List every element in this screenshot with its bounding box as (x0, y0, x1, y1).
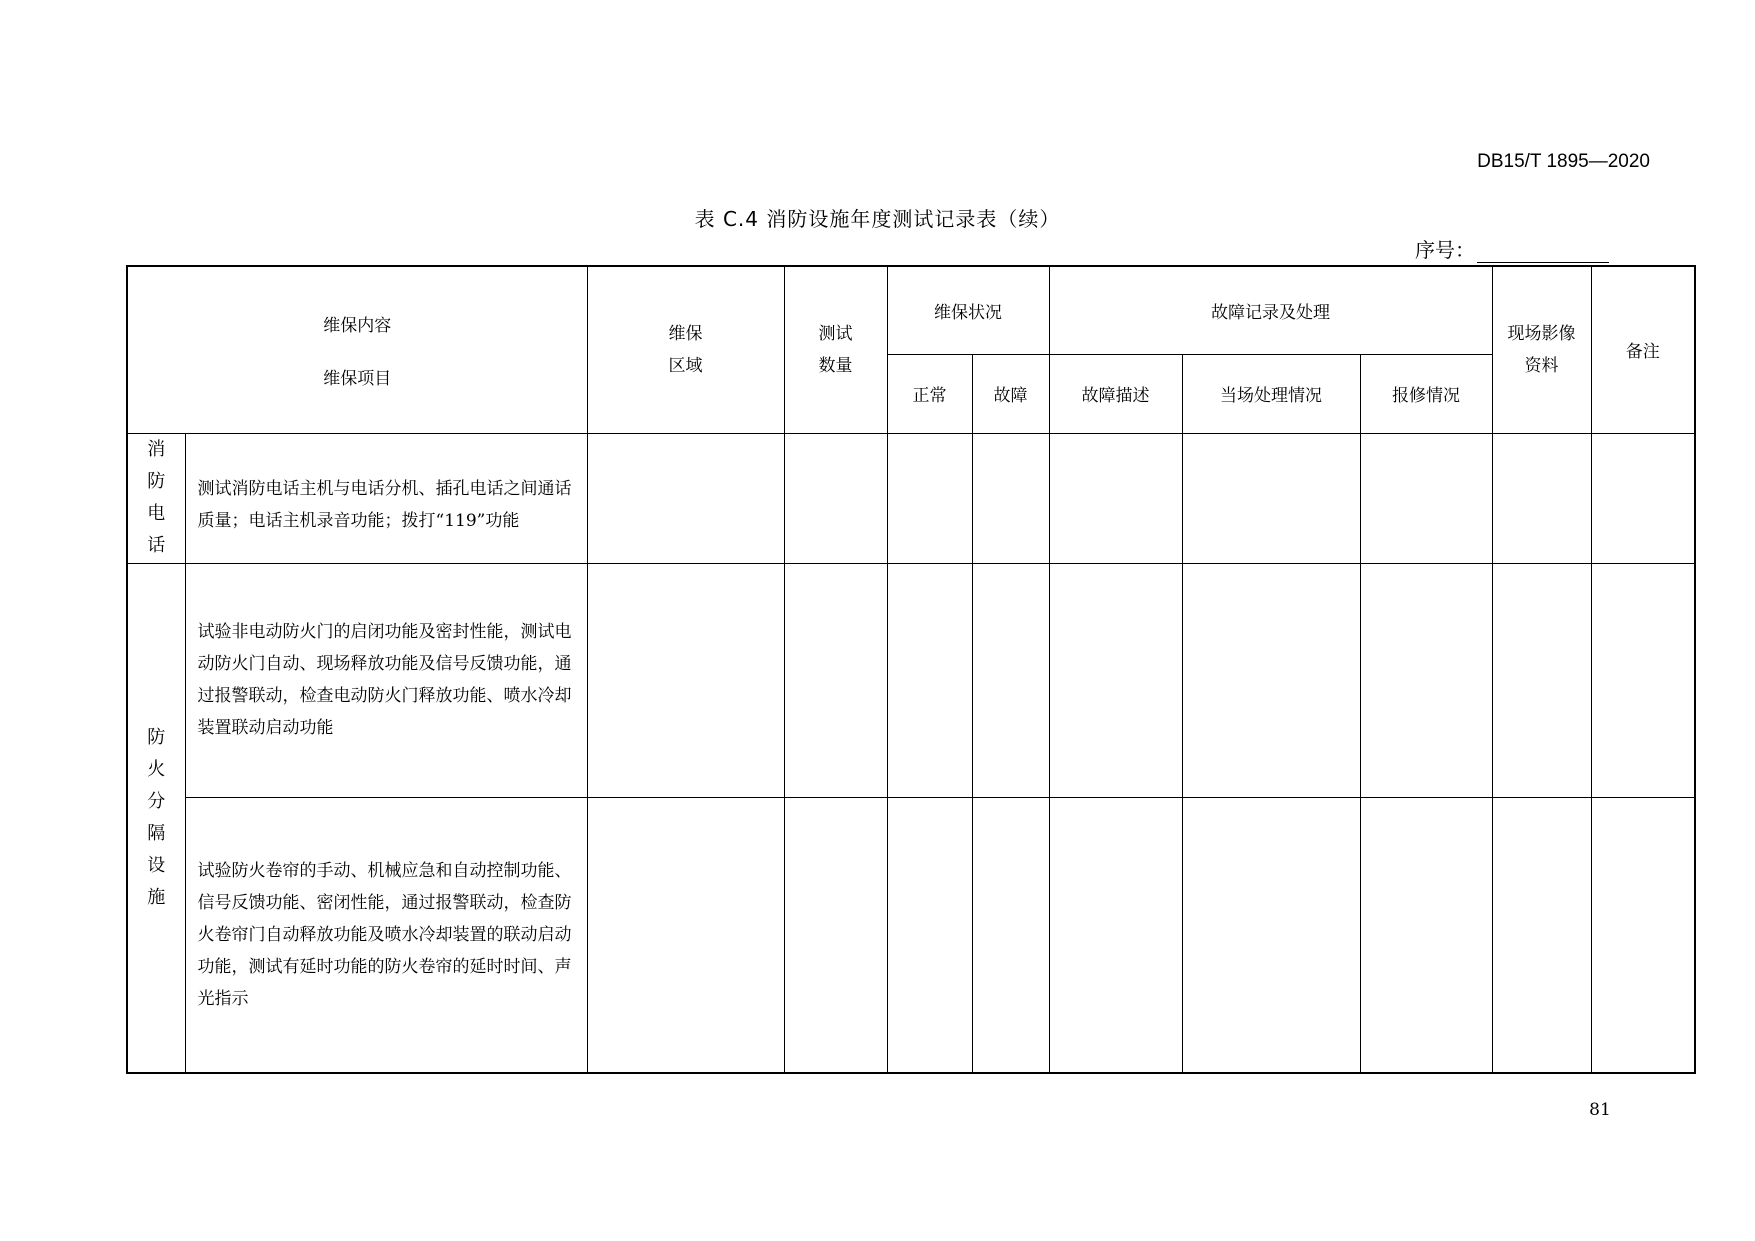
header-photo-line-2: 资料 (1524, 355, 1559, 376)
count-cell (784, 797, 887, 1073)
fault-description-cell (1049, 563, 1182, 797)
serial-number-label: 序号： (1415, 238, 1475, 262)
fault-cell (972, 563, 1049, 797)
table-title: 表 C.4 消防设施年度测试记录表（续） (694, 207, 1061, 231)
photo-cell (1492, 433, 1591, 563)
category-char: 火 (147, 758, 166, 780)
remark-cell (1591, 797, 1695, 1073)
photo-cell (1492, 797, 1591, 1073)
header-photo (1492, 266, 1591, 433)
area-cell (587, 433, 784, 563)
header-content-item-cell (127, 266, 587, 433)
page-number: 81 (1589, 1100, 1611, 1120)
category-char: 电 (147, 503, 166, 524)
count-cell (784, 433, 887, 563)
header-count-line-1: 测试 (818, 323, 853, 344)
header-content: 维保内容 (323, 315, 392, 336)
header-repair-status: 报修情况 (1360, 354, 1492, 433)
normal-cell (887, 433, 972, 563)
fault-cell (972, 797, 1049, 1073)
item-text: 测试消防电话主机与电话分机、插孔电话之间通话质量；电话主机录音功能；拨打“119”功能 (197, 479, 572, 531)
onsite-handling-cell (1182, 433, 1360, 563)
fault-description-cell (1049, 797, 1182, 1073)
header-photo-line-1: 现场影像 (1507, 323, 1576, 344)
category-char: 分 (147, 790, 166, 812)
fault-description-cell (1049, 433, 1182, 563)
header-item: 维保项目 (323, 368, 392, 389)
repair-status-cell (1360, 563, 1492, 797)
onsite-handling-cell (1182, 797, 1360, 1073)
document-id: DB15/T 1895—2020 (1477, 151, 1650, 172)
header-fault: 故障 (972, 354, 1049, 433)
header-area-line-1: 维保 (668, 323, 703, 344)
header-test-count (784, 266, 887, 433)
category-char: 施 (147, 886, 166, 908)
onsite-handling-cell (1182, 563, 1360, 797)
item-cell (185, 563, 587, 797)
category-char: 设 (147, 854, 166, 876)
serial-number-blank-line (1477, 240, 1609, 263)
header-onsite-handling: 当场处理情况 (1182, 354, 1360, 433)
header-fault-description: 故障描述 (1049, 354, 1182, 433)
item-text: 试验防火卷帘的手动、机械应急和自动控制功能、信号反馈功能、密闭性能，通过报警联动，检查防火卷帘门自动释放功能及喷水冷却装置的联动启动功能，测试有延时功能的防火卷帘的延时时间、声光指示 (197, 860, 572, 1009)
fault-cell (972, 433, 1049, 563)
category-char: 消 (147, 439, 166, 460)
table-row (127, 797, 1695, 1073)
serial-number-field (1415, 234, 1609, 263)
category-cell-fire-telephone (127, 433, 185, 563)
maintenance-record-table (126, 265, 1696, 1074)
remark-cell (1591, 563, 1695, 797)
normal-cell (887, 563, 972, 797)
area-cell (587, 797, 784, 1073)
count-cell (784, 563, 887, 797)
header-remark: 备注 (1591, 266, 1695, 433)
header-count-line-2: 数量 (818, 355, 853, 376)
table-row (127, 563, 1695, 797)
repair-status-cell (1360, 797, 1492, 1073)
remark-cell (1591, 433, 1695, 563)
category-char: 防 (147, 471, 166, 492)
header-status: 维保状况 (887, 266, 1049, 354)
item-text: 试验非电动防火门的启闭功能及密封性能，测试电动防火门自动、现场释放功能及信号反馈功能，通过报警联动，检查电动防火门释放功能、喷水冷却装置联动启动功能 (197, 622, 572, 738)
category-char: 隔 (147, 822, 166, 844)
category-char: 话 (147, 535, 166, 556)
area-cell (587, 563, 784, 797)
header-normal: 正常 (887, 354, 972, 433)
item-cell (185, 433, 587, 563)
category-cell-fire-separation (127, 563, 185, 1073)
header-area (587, 266, 784, 433)
category-char: 防 (147, 726, 166, 748)
item-cell (185, 797, 587, 1073)
table-header-row-1 (127, 266, 1695, 354)
header-area-line-2: 区域 (668, 355, 703, 376)
photo-cell (1492, 563, 1591, 797)
repair-status-cell (1360, 433, 1492, 563)
normal-cell (887, 797, 972, 1073)
table-row (127, 433, 1695, 563)
header-fault-record: 故障记录及处理 (1049, 266, 1492, 354)
